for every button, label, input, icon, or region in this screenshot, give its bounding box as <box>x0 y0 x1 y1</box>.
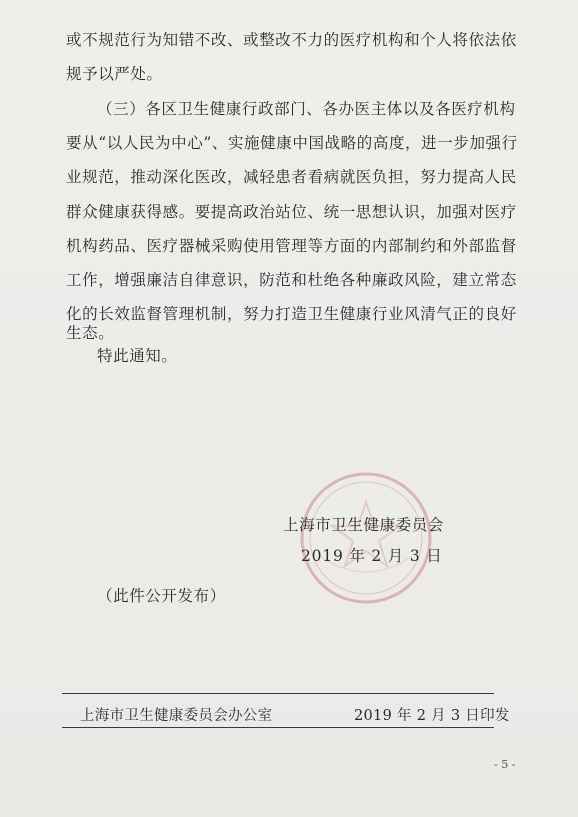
body-line-7: 机构药品、医疗器械采购使用管理等方面的内部制约和外部监督 <box>66 237 517 255</box>
body-line-4: 要从“以人民为中心”、实施健康中国战略的高度，进一步加强行 <box>66 134 518 152</box>
footer-top-rule <box>62 693 494 694</box>
body-line-5: 业规范，推动深化医改，减轻患者看病就医负担，努力提高人民 <box>66 168 517 186</box>
body-line-10: 生态。 <box>66 324 115 342</box>
body-line-2: 规予以严处。 <box>66 65 163 83</box>
body-line-9: 化的长效监督管理机制，努力打造卫生健康行业风清气正的良好 <box>66 305 517 323</box>
publish-note: （此件公开发布） <box>97 587 226 605</box>
body-line-6: 群众健康获得感。要提高政治站位、统一思想认识，加强对医疗 <box>66 203 517 221</box>
body-line-8: 工作，增强廉洁自律意识，防范和杜绝各种廉政风险，建立常态 <box>66 271 517 289</box>
footer-print-date: 2019 年 2 月 3 日印发 <box>354 708 510 724</box>
page-number: - 5 - <box>494 758 516 771</box>
signature-organization: 上海市卫生健康委员会 <box>283 516 445 534</box>
closing-text: 特此通知。 <box>97 347 178 365</box>
official-seal <box>296 468 436 608</box>
footer-organization: 上海市卫生健康委员会办公室 <box>80 708 273 724</box>
signature-date: 2019 年 2 月 3 日 <box>301 547 443 565</box>
body-line-1: 或不规范行为知错不改、或整改不力的医疗机构和个人将依法依 <box>66 31 517 49</box>
footer-bottom-rule <box>62 727 494 728</box>
body-line-3: （三）各区卫生健康行政部门、各办医主体以及各医疗机构 <box>97 100 516 118</box>
